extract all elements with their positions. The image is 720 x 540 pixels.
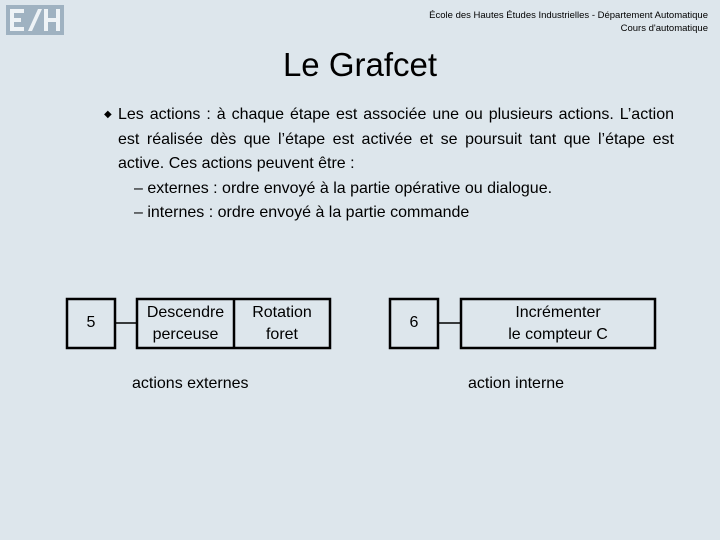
sub-item-internes: – internes : ordre envoyé à la partie commande (134, 204, 470, 221)
step-5-label: 5 (86, 314, 96, 331)
header-line-2: Cours d'automatique (620, 23, 708, 34)
bullet-text: Les actions : à chaque étape est associée une ou plusieurs actions. L’action est réalisée dès que l’étape est activée et se poursuit tant que l’étape est active. Ces actions peuvent être : (118, 106, 674, 172)
action-incrementer-compteur (461, 302, 655, 346)
action-line: perceuse (152, 326, 219, 343)
header-line-1: École des Hautes Études Industrielles - Département Automatique (429, 10, 708, 21)
diamond-bullet-icon: ◆ (104, 109, 112, 120)
caption-actions-externes: actions externes (132, 375, 249, 392)
action-line: le compteur C (508, 326, 608, 343)
step-6-label: 6 (409, 314, 419, 331)
action-line: Rotation (252, 304, 312, 321)
action-descendre-perceuse (137, 302, 234, 346)
action-rotation-foret (234, 302, 330, 346)
action-line: Incrémenter (515, 304, 601, 321)
sub-item-externes: – externes : ordre envoyé à la partie opérative ou dialogue. (134, 179, 553, 197)
action-line: foret (265, 326, 298, 343)
caption-action-interne: action interne (468, 375, 565, 392)
page-title: Le Grafcet (282, 46, 438, 83)
action-line: Descendre (146, 304, 225, 321)
